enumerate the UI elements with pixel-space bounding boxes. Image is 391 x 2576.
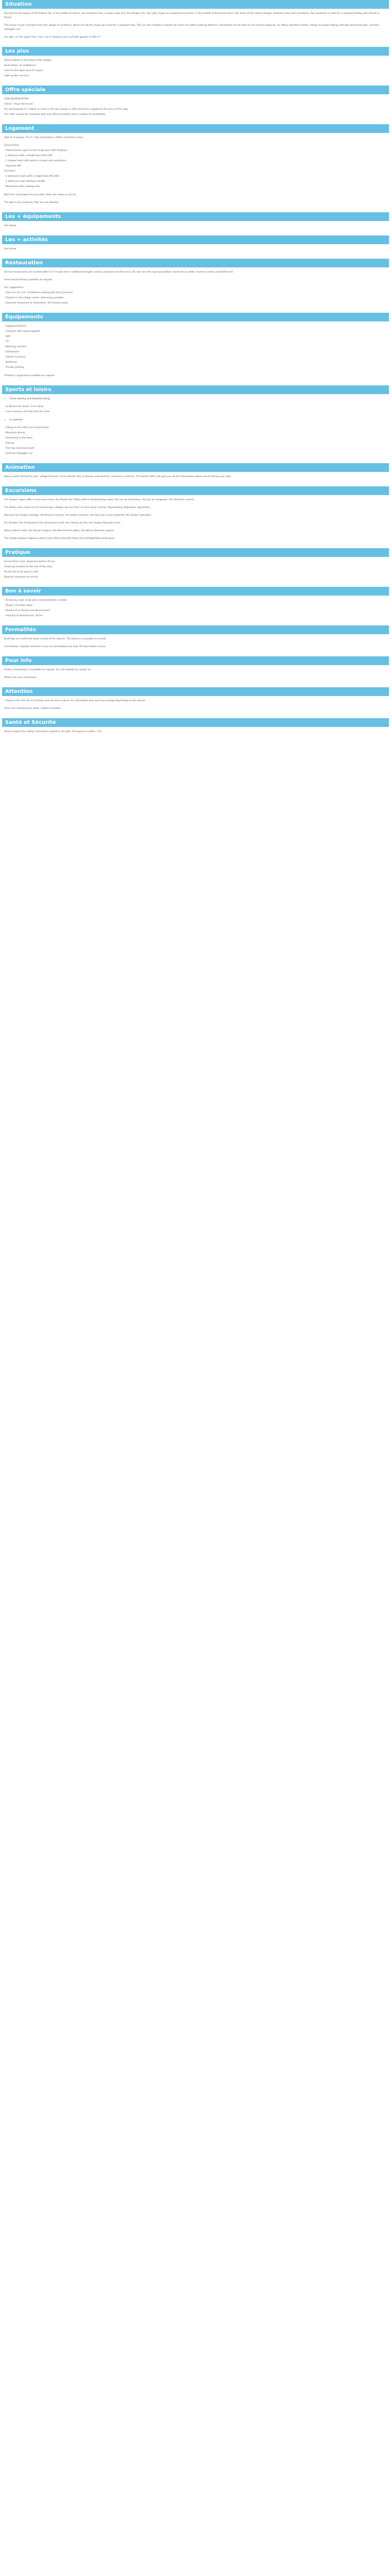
logement-line: - Mezzanine with reading area — [4, 185, 40, 188]
activites-text: See below — [4, 248, 17, 250]
sports-bullet: • In summer: — [4, 418, 387, 422]
formalites-paragraph: Cancellation: deposit retained in case of cancellation less than 30 days before arrival. — [4, 646, 106, 648]
section-header-sports: Sports et loisirs — [2, 385, 389, 394]
les-plus-item: Close to the lakes and ski slopes — [4, 70, 43, 72]
pratique-line: Arrival from 4 pm, departure before 10 am. — [4, 561, 56, 563]
restauration-paragraph: Fresh bread delivery possible on request. — [4, 279, 53, 281]
les-plus-item: Quiet place, no neighbours — [4, 64, 37, 67]
situation-content — [2, 12, 389, 40]
section-header-restauration: Restauration — [2, 259, 389, 267]
bon-a-savoir-line: - Access by road, snow tyres recommended in winter — [4, 599, 67, 602]
restauration-content — [2, 270, 389, 306]
offre-line: This offer cannot be combined with any other promotion and is subject to availability. — [4, 113, 106, 116]
situation-paragraph: The house is just 5 minutes from the village of La Bresse, which has all the shops you need for a pleasant stay. The Lac des Corbeaux and the ski resort are within walking distance. Gérardmer and its lake are 20 minutes away by car. Many activities nearby: hiking, mountain biking, tree-top adventure park, summer toboggan run. — [4, 24, 379, 31]
logement-line: - Separate WC — [4, 165, 22, 167]
les-plus-content — [2, 59, 389, 78]
equipement-line: - Wifi — [4, 335, 10, 338]
equipements-content — [2, 224, 389, 228]
section-header-pratique: Pratique — [2, 548, 389, 557]
logement-line: - 1 shower room with walk-in shower and washbasin — [4, 160, 67, 162]
animation-paragraph: Many events during the year: village festivals, local markets, the La Bresse snow festival, concerts in summer. The tourist office will give you all the information about events during your stay. — [4, 476, 232, 478]
attention-paragraph: Prices are indicated per week, utilities included. — [4, 707, 61, 710]
section-header-equipements: Les + équipements — [2, 212, 389, 221]
offre-line: For any booking of 7 nights or more in the low season, a 10% discount is applied to the price of the stay. — [4, 108, 128, 111]
logement-line: - 1 bathroom with bathtub and WC — [4, 180, 45, 183]
restauration-line: - Gourmet restaurant at Gérardmer, 20 minutes away — [4, 302, 68, 304]
equipement-line: - Equipped kitchen — [4, 325, 27, 328]
section-header-excursions: Excursions — [2, 486, 389, 495]
les-plus-item: Ideal location in the heart of the Vosges — [4, 59, 52, 62]
section-header-logement: Logement — [2, 124, 389, 133]
offre-line: (Valid: 7 days minimum) — [4, 103, 34, 106]
activites-content — [2, 247, 389, 251]
excursions-paragraph: The Vosges balloon regional natural park offers beautiful hikes and unforgettable landscapes. — [4, 537, 116, 540]
equipements-detail-content — [2, 325, 389, 378]
section-header-bon-a-savoir: Bon à savoir — [2, 587, 389, 596]
section-header-formalites: Formalités — [2, 625, 389, 634]
pratique-line: Deposit requested on arrival. — [4, 576, 39, 579]
sports-line: - Mountain biking — [4, 432, 25, 434]
section-header-les-plus: Les plus — [2, 47, 389, 56]
equipements-text: See below — [4, 225, 17, 227]
sports-line: - Swimming in the lakes — [4, 437, 33, 439]
excursions-paragraph: For families: the Fraispertuis City amusement park, the Champ du Feu, the Vosges Mountain Farm. — [4, 522, 121, 524]
equipement-note: Children's equipment available on request. — [4, 375, 55, 377]
excursions-content — [2, 498, 389, 541]
sports-line: - Tree-top adventure park — [4, 447, 35, 450]
sports-line: - Summer toboggan run — [4, 452, 33, 455]
equipement-line: - Private parking — [4, 366, 24, 369]
bon-a-savoir-content — [2, 599, 389, 618]
attention-paragraph: * Please note: the list of activities and services is given for information only and may change depending on the season. — [4, 700, 146, 702]
bon-a-savoir-line: - Station at La Bresse and Remiremont — [4, 609, 50, 612]
logement-content — [2, 136, 389, 205]
equipement-line: - Fireplace with wood supplied — [4, 330, 40, 333]
logement-line: - Fitted kitchen open to the living room with fireplace — [4, 149, 68, 152]
sports-content — [2, 397, 389, 456]
logement-subheading: Ground floor: — [4, 144, 20, 147]
restauration-subheading: Our suggestions: — [4, 286, 24, 289]
section-header-activites: Les + activités — [2, 235, 389, 244]
section-header-offre-speciale: Offre spéciale — [2, 86, 389, 94]
sante-content — [2, 730, 389, 734]
section-header-pour-info: Pour info — [2, 656, 389, 665]
logement-line: - 1 bedroom with a double bed 160×200 — [4, 155, 53, 157]
attention-content — [2, 699, 389, 711]
section-header-equipements-detail: Équipements — [2, 313, 389, 321]
excursions-paragraph: Many cultural visits: the Épinal imagery, the Remiremont abbey, the Nancy Stanislas square. — [4, 530, 115, 532]
pratique-line: Tourist tax to be paid on site. — [4, 571, 39, 573]
sports-line: - Fishing — [4, 442, 14, 445]
pour-info-content — [2, 668, 389, 680]
animation-content — [2, 475, 389, 479]
equipement-line: - TV — [4, 341, 9, 343]
offre-speciale-content — [2, 97, 389, 117]
excursions-paragraph: The Alsace wine route and its picturesque villages are less than an hour away: Colmar, Kaysersberg, Riquewihr, Eguisheim. — [4, 506, 151, 509]
listing-page — [0, 0, 391, 741]
bon-a-savoir-line: - Shops 5 minutes away — [4, 604, 33, 607]
offre-subtitle: LOW-SEASON OFFER — [4, 98, 29, 100]
formalites-paragraph: Bookings are confirmed upon receipt of the deposit. The balance is payable on arrival. — [4, 638, 107, 640]
equipement-line: - Barbecue — [4, 361, 17, 364]
section-header-animation: Animation — [2, 463, 389, 472]
excursions-paragraph: Discover the Vosges heritage: the Bresse museum, the textile museum, the Saut des Cuves waterfall, the Tendon waterfalls. — [4, 514, 152, 517]
logement-note: Bed linen and towels are provided. Beds are made on arrival. — [4, 194, 77, 196]
pour-info-paragraph: Further information is available on request. Do not hesitate to contact us. — [4, 669, 92, 671]
restauration-paragraph: Several restaurants are located within a 5-minute drive: traditional Vosges cuisine, pizzerias and farm-inns. Do not miss the local specialities: tourte de la vallée, munster cheese, brimbelle tart. — [4, 271, 234, 274]
les-plus-item: High quality services — [4, 75, 29, 77]
excursions-paragraph: The Vosges region offers many excursions: the Route des Crêtes with its breathtaking views, the Lac de Gérardmer, the Lac de Longemer, the Hohneck summit. — [4, 499, 195, 501]
restauration-line: - Pizzeria in the village center, take-away possible — [4, 297, 64, 299]
logement-line: First floor: — [4, 170, 16, 173]
sports-bullet: • Cross-country and downhill skiing: — [4, 397, 387, 401]
sports-line: - Cross-country ski trails from the door — [4, 411, 50, 413]
equipement-line: - Garden furniture — [4, 356, 26, 359]
sports-line: - La Bresse ski resort, 3 km away — [4, 405, 44, 408]
pratique-line: Cleaning included at the end of the stay. — [4, 566, 53, 568]
section-header-sante: Santé et Sécurité — [2, 718, 389, 727]
sante-text: Please respect the safety instructions posted in the gîte. Emergency number: 112. — [4, 731, 102, 733]
situation-paragraph: Perched on the slopes of the Prieuré hill, in the middle of nature, our residence has a unique view over the Vosges hills. Your gîte enjoys an exceptional location. In the middle of the forest and in the heart of the Hautes-Vosges, between lakes and mountains. Our residence is ideal for a relaxing holiday with friends or family. — [4, 12, 380, 19]
pour-info-paragraph: Photos are non-contractual. — [4, 676, 37, 679]
pratique-content — [2, 560, 389, 580]
section-header-situation: Situation — [2, 0, 389, 9]
section-header-attention: Attention — [2, 687, 389, 696]
logement-line: - 2 bedrooms each with 2 single beds 90×200 — [4, 175, 59, 178]
bon-a-savoir-line: - Hospital at Remiremont, 20 km — [4, 615, 43, 617]
formalites-content — [2, 637, 389, 649]
logement-note: The gîte is non-smoking. Pets are not allowed. — [4, 201, 59, 204]
sports-line: - Hiking on the GR5 and marked trails — [4, 427, 49, 429]
situation-paragraph: Our gîte, on the upper floor, has a 10 m² balcony and a private garden of 300 m². — [4, 36, 102, 39]
logement-intro: Gîte for 6 people, 75 m², fully renovated in 2020, classified 3 stars. — [4, 137, 84, 139]
equipement-line: - Dishwasher — [4, 351, 20, 353]
equipement-line: - Washing machine — [4, 346, 27, 348]
restauration-line: - Farm-inn at 2 km: traditional cooking with farm products — [4, 292, 73, 294]
